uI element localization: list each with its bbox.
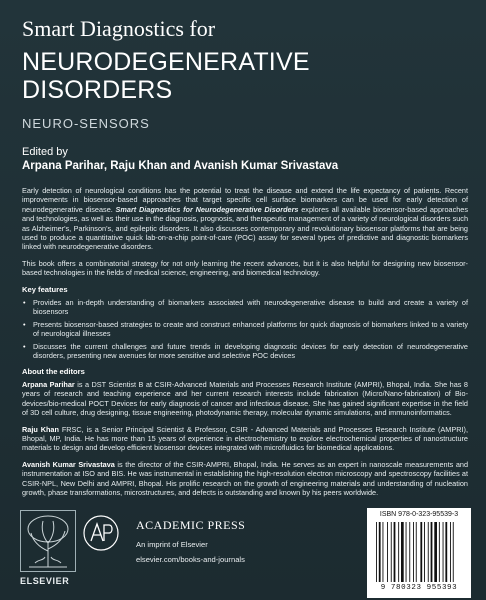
editor-name: Avanish Kumar Srivastava bbox=[22, 459, 115, 469]
description-paragraph-1 bbox=[22, 186, 468, 252]
title-line-3: DISORDERS bbox=[22, 76, 173, 104]
publisher-footer bbox=[0, 500, 486, 600]
key-feature-item: • Discusses the current challenges and future trends in developing diagnostic devices for early detection of neurodegenerative disorders, presenting new avenues for more sensitive and selective POC devices bbox=[22, 342, 468, 361]
title-line-1: Smart Diagnostics for bbox=[22, 16, 216, 41]
key-feature-item: • Presents biosensor-based strategies to create and construct enhanced platforms for quick diagnosis of biomarkers linked to a variety of neurological illnesses bbox=[22, 320, 468, 339]
barcode-number: 9 780323 955393 bbox=[380, 584, 458, 592]
key-feature-item: • Provides an in-depth understanding of biomarkers associated with neurodegenerative disease to build and create a variety of biosensors bbox=[22, 298, 468, 317]
book-title-italic: Smart Diagnostics for Neurodegenerative Disorders bbox=[115, 204, 299, 214]
editor-bio bbox=[22, 460, 468, 498]
editor-bio bbox=[22, 380, 468, 418]
editors-list: Arpana Parihar, Raju Khan and Avanish Kumar Srivastava bbox=[22, 160, 339, 172]
about-editors-heading: About the editors bbox=[22, 366, 85, 376]
publisher-url: elsevier.com/books-and-journals bbox=[136, 555, 245, 564]
description-text: explores all available biosensor-based approaches and technologies, as well as their use in the diagnosis, prognosis, and therapeutic management of a variety of neurological disorders such as Alzheimer's, Parkinson's, and epileptic disorders. It also discusses contemporary and revolutionary biosensor platforms that are being used to produce a quantitative quick lab-on-a-chip point-of-care (POC) assay for several types of predictive and diagnostic biomarkers linked with neurodegenerative disorders. bbox=[22, 204, 469, 252]
academic-press-logo-icon bbox=[82, 514, 120, 552]
editor-name: Raju Khan bbox=[22, 424, 59, 434]
editor-bio-text: is a DST Scientist B at CSIR-Advanced Materials and Processes Research Institute (AMPRI), Bhopal, India. She has 8 years of research and teaching experience and her current research interests include fabrication (Micro/Nano-fabrication) of Bio-devices/bio-medical POCT Devices for early diagnosis of cancer and infectious disease. She has gained significant expertise in the field of 3D cell culture, drug designing, tissue engineering, photodynamic therapy, molecular dynamic simulations, and immunoinformatics. bbox=[22, 379, 468, 418]
isbn-barcode bbox=[367, 508, 471, 598]
subtitle: NEURO-SENSORS bbox=[22, 116, 150, 131]
elsevier-wordmark: ELSEVIER bbox=[20, 576, 70, 586]
description-paragraph-2: This book offers a combinatorial strategy for not only learning the recent advances, but it is also helpful for designing new biosensor-based technologies in the fields of medical science, engineering, and biomedical technology. bbox=[22, 258, 468, 278]
academic-press-wordmark: ACADEMIC PRESS bbox=[136, 518, 246, 532]
description-body bbox=[22, 186, 468, 504]
editor-bio-text: FRSC, is a Senior Principal Scientist & Professor, CSIR - Advanced Materials and Processes Research Institute (AMPRI), Bhopal, MP, India. He has more than 15 years of experience in electrochemistry to explore electrochemical properties of nanostructure materials to design and develop efficient biosensor devices integrated with microfluidics for biomedical applications. bbox=[22, 424, 468, 453]
imprint-text: An imprint of Elsevier bbox=[136, 540, 208, 549]
isbn-label: ISBN 978-0-323-95539-3 bbox=[379, 511, 459, 518]
barcode-bars-icon bbox=[375, 522, 463, 582]
title-main bbox=[22, 48, 310, 104]
title-line-2: NEURODEGENERATIVE bbox=[22, 48, 310, 76]
key-features-list bbox=[22, 298, 468, 360]
description-text: Early detection of neurological conditions has the potential to treat the disease and extend the life expectancy of patients. Recent improvements in biosensor-based approaches that target specific cell surface biomarkers can be used for early detection of neurodegenerative disease. bbox=[22, 186, 468, 214]
editor-bio bbox=[22, 425, 468, 453]
editor-name: Arpana Parihar bbox=[22, 379, 75, 389]
key-features-heading: Key features bbox=[22, 284, 68, 294]
edited-by-label: Edited by bbox=[22, 146, 68, 158]
editor-bio-text: is the director of the CSIR-AMPRI, Bhopal, India. He serves as an expert in nanoscale measurements and instrumentation at ISO and BIS. He was instrumental in establishing the high-resolution electron microscopy and spectroscopy facilities at CSIR-NPL, New Delhi and AMPRI, Bhopal. His prolific research on the growth of engineering materials and understanding of nucleation growth, phase transformations, microstructures, and defects is outstanding and known by his peers worldwide. bbox=[22, 459, 469, 497]
elsevier-tree-logo-icon bbox=[20, 510, 76, 572]
